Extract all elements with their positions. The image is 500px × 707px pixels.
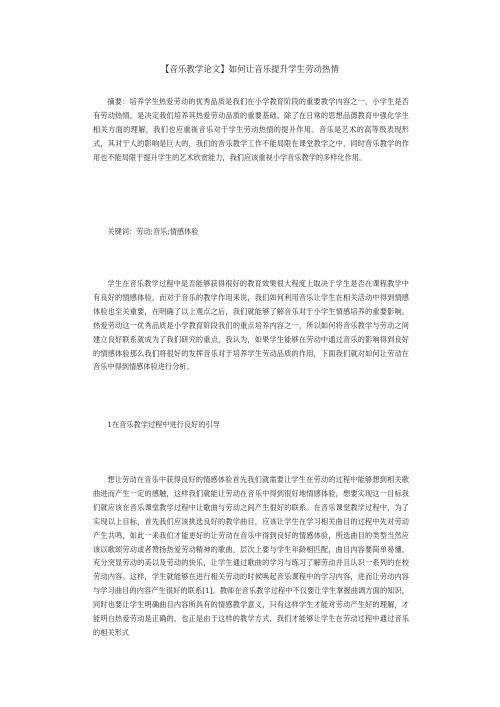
body-paragraph-2: 想让劳动在音乐中获得良好的情感体验首先我们就需要让学生在劳动的过程中能够想到相关歌曲进而产生一定的感触，这样我们就能让劳动在音乐中得到很好地情感体验，想要实现这一目标我们就应该在音乐课堂教学过程中让歌曲与劳动之间产生很好的联系。在音乐课堂教学过程中，为了实现以上目标，首先我们应该挑选良好的教学曲目，应该让学生在学习相关曲目的过程中先对劳动产生共鸣，如此一来我们才能更好的让劳动在音乐中得到良好的情感体验，所选曲目的类型当然应该以歌颂劳动或者赞扬热爱劳动精神的歌曲，层次上要与学生年龄相匹配，曲目内容要简单易懂，充分突显劳动的美以及劳动的快乐，让学生通过歌曲的学习与练习了解劳动并且认识一系列的在校劳动内容。这样，学生就能够在进行相关劳动的时候唤起音乐课程中的学习内容，进而让劳动内容与学习曲目的内容产生很好的联系[1]。教师在音乐教学过程中不仅要让学生掌握曲调方面的知识，同时也要让学生明确曲目内容所具有的情感教学意义，只有这样学生才能对劳动产生好的理解，才能明白热爱劳动是正确的，也正是由于这样的教学方式，我们才能够让学生在劳动过程中通过音乐的相关形式 [93,475,409,637]
body-paragraph-1: 学生在音乐教学过程中是否能够获得很好的教育效果很大程度上取决于学生是否在课程教学中有良好的情感体验，而对于音乐的教学作用来说，我们如何利用音乐让学生在相关活动中得到情感体验也至关重要，在明确了以上观点之后，我们就能够了解音乐对于小学生情感培养的重要影响。热爱劳动这一优秀品质是小学教育阶段我们的重点培养内容之一，所以如何将音乐教学与劳动之间建立良好联系就成为了我们研究的重点，我认为，如果学生能够在劳动中通过音乐的影响得到良好的情感体验那么我们将很好的发挥音乐对于培养学生劳动品质的作用，下面我们就对如何让劳动在音乐中得到情感体验进行分析。 [93,279,409,372]
document-title: 【音乐教学论文】如何让音乐提升学生劳动热情 [161,64,339,74]
keywords-line: 关键词：劳动;音乐;情感体验 [107,227,199,236]
section-heading-1: 1在音乐教学过程中进行良好的引导 [107,420,220,429]
abstract-paragraph: 摘要：培养学生热爱劳动的优秀品质是我们在小学教育阶段的重要教学内容之一，小学生是否有劳动热情，是决定我们培养其热爱劳动品质的重要基础。除了在日常的思想品德教育中强化学生相关方面的理解，我们也应重视音乐对于学生劳动热情的提升作用。音乐是艺术的高等级表现形式，其对于人的影响是巨大的，我们的音乐教学工作不能局限在课堂教学之中，同时音乐教学的作用也不能局限于提升学生的艺术欣赏能力，我们应该重视小学音乐教学的多样化作用。 [93,97,409,162]
